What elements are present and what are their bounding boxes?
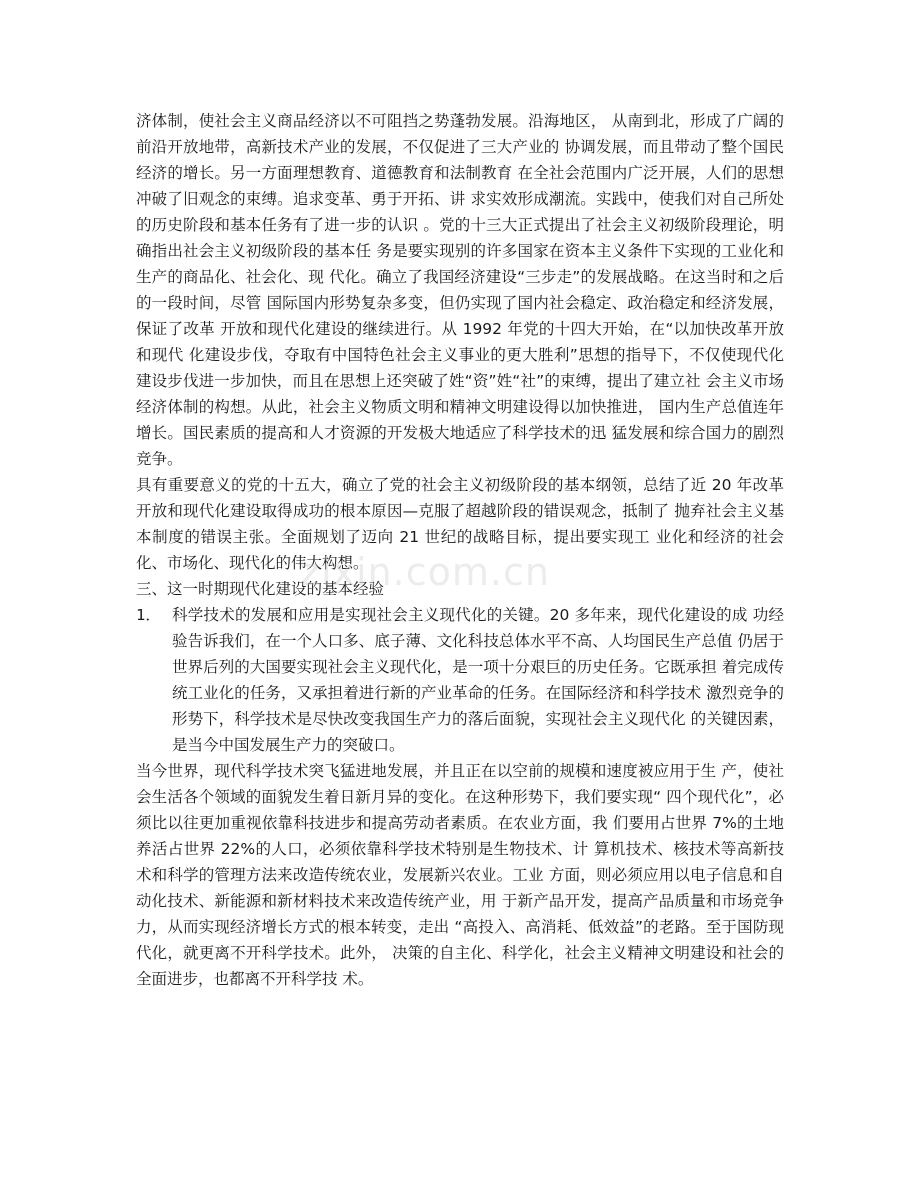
paragraph-fifteenth-congress: 具有重要意义的党的十五大，确立了党的社会主义初级阶段的基本纲领，总结了近 20 年改革开放和现代化建设取得成功的根本原因—克服了超越阶段的错误观念，抵制了 抛弃社会主义基本制度的错误主张。全面规划了迈向 21 世纪的战略目标，提出要实现工 业化和经济的社会化、市场化、现代化的伟大构想。 — [136, 476, 784, 572]
list-text: 科学技术的发展和应用是实现社会主义现代化的关键。20 多年来，现代化建设的成 功经验告诉我们，在一个人口多、底子薄、文化科技总体水平不高、人均国民生产总值 仍居于世界后列的大国要实现社会主义现代化，是一项十分艰巨的历史任务。它既承担 着完成传统工业化的任务，又承担着进行新的产业革命的任务。在国际经济和科学技术 激烈竞争的形势下，科学技术是尽快改变我国生产力的落后面貌，实现社会主义现代化 的关键因素，是当今中国发展生产力的突破口。 — [172, 606, 784, 754]
list-item — [136, 602, 784, 758]
paragraph-intro: 济体制，使社会主义商品经济以不可阻挡之势蓬勃发展。沿海地区， 从南到北，形成了广阔的前沿开放地带，高新技术产业的发展，不仅促进了三大产业的 协调发展，而且带动了整个国民经济的增长。另一方面理想教育、道德教育和法制教育 在全社会范围内广泛开展，人们的思想冲破了旧观念的束缚。追求变革、勇于开拓、讲 求实效形成潮流。实践中，使我们对自己所处的历史阶段和基本任务有了进一步的认识 。党的十三大正式提出了社会主义初级阶段理论，明确指出社会主义初级阶段的基本任 务是要实现别的许多国家在资本主义条件下实现的工业化和生产的商品化、社会化、现 代化。确立了我国经济建设“三步走”的发展战略。在这当时和之后的一段时间，尽管 国际国内形势复杂多变，但仍实现了国内社会稳定、政治稳定和经济发展，保证了改革 开放和现代化建设的继续进行。从 1992 年党的十四大开始，在“以加快改革开放和现代 化建设步伐，夺取有中国特色社会主义事业的更大胜利”思想的指导下，不仅使现代化 建设步伐进一步加快，而且在思想上还突破了姓“资”姓“社”的束缚，提出了建立社 会主义市场经济体制的构想。从此，社会主义物质文明和精神文明建设得以加快推进， 国内生产总值连年增长。国民素质的提高和人才资源的开发极大地适应了科学技术的迅 猛发展和综合国力的剧烈竞争。 — [136, 112, 784, 468]
watermark: zixin.com.cn — [300, 550, 550, 594]
document-body — [136, 108, 784, 992]
section-heading: 三、这一时期现代化建设的基本经验 — [136, 580, 385, 598]
list-number: 1． — [136, 606, 161, 624]
paragraph-science-technology: 当今世界，现代科学技术突飞猛进地发展，并且正在以空前的规模和速度被应用于生 产，使社会生活各个领域的面貌发生着日新月异的变化。在这种形势下，我们要实现“ 四个现代化”，必须比以往更加重视依靠科技进步和提高劳动者素质。在农业方面，我 们要用占世界 7%的土地养活占世界 22%的人口，必须依靠科学技术特别是生物技术、计 算机技术、核技术等高新技术和科学的管理方法来改造传统农业，发展新兴农业。工业 方面，则必须应用以电子信息和自动化技术、新能源和新材料技术来改造传统产业，用 于新产品开发，提高产品质量和市场竞争力，从而实现经济增长方式的根本转变，走出 “高投入、高消耗、低效益”的老路。至于国防现代化，就更离不开科学技术。此外， 决策的自主化、科学化，社会主义精神文明建设和社会的全面进步，也都离不开科学技 术。 — [136, 762, 784, 988]
